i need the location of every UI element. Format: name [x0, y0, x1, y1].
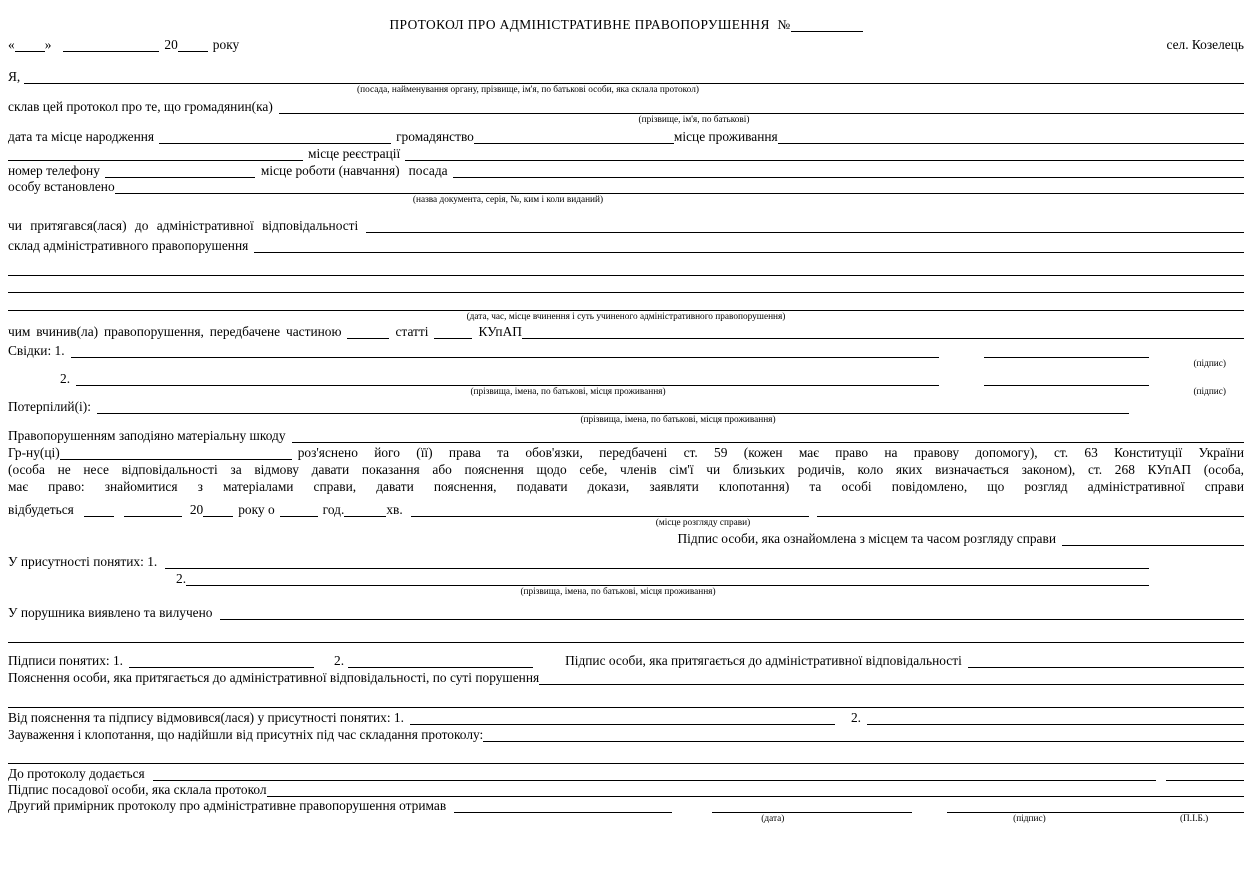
- part-blank: [347, 326, 389, 339]
- committed-row: [8, 323, 1244, 339]
- citizenship-blank: [474, 131, 674, 144]
- caption-signature: (підпис): [1013, 814, 1046, 824]
- attesting-signature1-blank: [129, 655, 314, 668]
- article-blank: [434, 326, 472, 339]
- victims-label: Потерпілий(і):: [8, 399, 91, 414]
- signatures-row: [8, 652, 1244, 668]
- caption-row: [8, 358, 1244, 370]
- identity-blank: [115, 181, 1244, 194]
- phone-blank: [105, 165, 255, 178]
- caption-witnesses: (прізвища, імена, по батькові, місця проживання): [470, 387, 666, 397]
- caption-official: (посада, найменування органу, прізвище, ім'я, по батькові особи, яка склала протокол): [357, 85, 699, 95]
- blank-row: [8, 748, 1244, 764]
- witness1-blank: [71, 345, 939, 358]
- explanation-label: Пояснення особи, яка притягається до адміністративної відповідальності, по суті порушення: [8, 670, 540, 685]
- identity-row: [8, 178, 1244, 194]
- blank-field: [8, 630, 1244, 643]
- remarks-label: Зауваження і клопотання, що надійшли від присутніх під час складання протоколу:: [8, 727, 484, 742]
- copy-signature-blank: [712, 800, 912, 813]
- caption-row: [8, 311, 1244, 323]
- protocol-document: [0, 16, 1252, 825]
- position-label: посада: [408, 163, 448, 178]
- work-label: місце роботи (навчання): [260, 163, 400, 178]
- blank-row: [8, 295, 1244, 311]
- composition-label: склад адміністративного правопорушення: [8, 238, 249, 253]
- protocol-number-blank: [791, 19, 863, 32]
- khv-label: хв.: [386, 502, 403, 517]
- citizen-row: [8, 98, 1244, 114]
- birth-row: [8, 128, 1244, 144]
- blank-field: [8, 751, 1244, 764]
- hearing-minute-blank: [344, 504, 386, 517]
- caption-place-review: (місце розгляду справи): [655, 518, 751, 528]
- witness2-blank: [76, 373, 939, 386]
- document-title: ПРОТОКОЛ ПРО АДМІНІСТРАТИВНЕ ПРАВОПОРУШЕННЯ №: [389, 17, 791, 32]
- attached-blank-2: [1166, 768, 1244, 781]
- attached-blank: [153, 768, 1156, 781]
- code-blank: [522, 326, 1244, 339]
- victims-row: [8, 398, 1244, 414]
- hearing-century-label: 20: [189, 502, 204, 517]
- blank-row: [8, 277, 1244, 293]
- hearing-row: [8, 501, 1244, 517]
- hearing-roku-label: року о: [238, 502, 275, 517]
- refused2-label: 2.: [850, 710, 861, 725]
- blank-field: [8, 298, 1244, 311]
- refused-row: [8, 709, 1244, 725]
- witness2-label: 2.: [60, 371, 71, 386]
- spacer: [8, 358, 1193, 370]
- attached-row: [8, 765, 1244, 781]
- hearing-place-blank: [411, 504, 809, 517]
- roku-label: року: [212, 37, 240, 52]
- year-blank: [178, 39, 208, 52]
- caption-row: [8, 194, 1244, 206]
- phone-work-row: [8, 162, 1244, 178]
- rights-text-2: (особа не несе відповідальності за відмову давати показання або пояснення щодо себе, членів сім'ї чи близьких родичів, коло яких визначається законом), ст. 268 КУпАП (особа,: [8, 462, 1244, 477]
- caption-date: (дата): [761, 814, 785, 824]
- hearing-month-blank: [124, 504, 182, 517]
- registration-label: місце реєстрації: [308, 146, 401, 161]
- copy-received-label: Другий примірник протоколу про адміністративне правопорушення отримав: [8, 798, 447, 813]
- residence-label: місце проживання: [673, 129, 778, 144]
- prior-label: чи притягався(лася) до адміністративної відповідальності: [8, 218, 359, 233]
- caption-attesting: (прізвища, імена, по батькові, місця проживання): [520, 587, 716, 597]
- blank-row: [8, 627, 1244, 643]
- hearing-place-blank-2: [817, 504, 1244, 517]
- witnesses-label: Свідки: 1.: [8, 343, 65, 358]
- caption-offense: (дата, час, місце вчинення і суть учиненого адміністративного правопорушення): [466, 312, 786, 322]
- caption-row: [8, 84, 1244, 96]
- attesting-signatures-label: Підписи понятих: 1.: [8, 653, 124, 668]
- attesting1-blank: [165, 556, 1149, 569]
- blank-field: [8, 695, 1244, 708]
- damage-blank: [292, 430, 1244, 443]
- hearing-hour-blank: [280, 504, 318, 517]
- phone-label: номер телефону: [8, 163, 100, 178]
- caption-signature: (підпис): [1193, 387, 1226, 397]
- birth-blank: [159, 131, 391, 144]
- attesting2-blank: [186, 573, 1149, 586]
- author-row: [8, 68, 1244, 84]
- caption-signature: (підпис): [1193, 359, 1226, 369]
- committed-label: чим вчинив(ла) правопорушення, передбачене частиною: [8, 324, 342, 339]
- seized-row: [8, 604, 1244, 620]
- work-blank: [453, 165, 1244, 178]
- composition-blank: [254, 240, 1244, 253]
- copy-date-blank: [454, 800, 672, 813]
- hearing-year-blank: [203, 504, 233, 517]
- remarks-row: [8, 726, 1244, 742]
- code-label: КУпАП: [478, 324, 522, 339]
- composition-row: [8, 237, 1244, 253]
- refused-witness2-blank: [867, 712, 1244, 725]
- article-label: статті: [395, 324, 429, 339]
- caption-row: [8, 586, 1244, 598]
- attached-label: До протоколу додається: [8, 766, 145, 781]
- caption-row: [8, 114, 1244, 126]
- birth-label: дата та місце народження: [8, 129, 155, 144]
- citizen-name-blank-2: [60, 447, 292, 460]
- attesting-signature2-blank: [348, 655, 533, 668]
- caption-victims: (прізвища, імена, по батькові, місця проживання): [580, 415, 776, 425]
- witness1-signature-blank: [984, 345, 1149, 358]
- residence-blank-2: [8, 148, 303, 161]
- blank-field: [8, 280, 1244, 293]
- attesting-label: У присутності понятих: 1.: [8, 554, 158, 569]
- title-row: [8, 16, 1244, 32]
- copy-received-row: [8, 797, 1244, 813]
- official-signature-blank: [267, 784, 1244, 797]
- quote-open: «: [8, 37, 15, 52]
- offender-signature-blank: [968, 655, 1244, 668]
- damage-label: Правопорушенням заподіяно матеріальну шкоду: [8, 428, 286, 443]
- citizen-name-blank: [279, 101, 1244, 114]
- blank-row: [8, 260, 1244, 276]
- offender-signature-label: Підпис особи, яка притягається до адміністративної відповідальності: [565, 653, 962, 668]
- attesting2-label: 2.: [176, 571, 187, 586]
- caption-full-name: (прізвище, ім'я, по батькові): [638, 115, 750, 125]
- spacer: [748, 386, 1193, 398]
- hearing-label: відбудеться: [8, 502, 74, 517]
- caption-row: [8, 414, 1244, 426]
- victims-blank: [97, 401, 1129, 414]
- identity-label: особу встановлено: [8, 179, 115, 194]
- century-label: 20: [164, 37, 178, 52]
- witness2-row: [8, 370, 1244, 386]
- damage-row: [8, 427, 1244, 443]
- residence-blank: [778, 131, 1244, 144]
- citizenship-label: громадянство: [396, 129, 474, 144]
- rights-row-2: [8, 461, 1244, 477]
- day-blank: [15, 39, 45, 52]
- explanation-row: [8, 669, 1244, 685]
- familiarized-row: [8, 530, 1244, 546]
- registration-row: [8, 145, 1244, 161]
- caption-row: [8, 386, 1244, 398]
- quote-close: »: [44, 37, 52, 52]
- familiarized-signature-blank: [1062, 533, 1244, 546]
- citizen-label: склав цей протокол про те, що громадянин(ка): [8, 99, 273, 114]
- caption-row: [8, 517, 1244, 529]
- refused-label: Від пояснення та підпису відмовився(лася) у присутності понятих: 1.: [8, 710, 404, 725]
- rights-text-3: має право: знайомитися з матеріалами справи, давати пояснення, подавати докази, заявляти клопотання) та особі повідомлено, що розгляд адміністративної справи: [8, 479, 1244, 494]
- citizen-prefix-label: Гр-ну(ці): [8, 445, 60, 460]
- seized-blank: [220, 607, 1244, 620]
- official-signature-row: [8, 781, 1244, 797]
- familiarized-label: Підпис особи, яка ознайомлена з місцем та часом розгляду справи: [677, 531, 1056, 546]
- blank-field: [8, 263, 1244, 276]
- witness2-signature-blank: [984, 373, 1149, 386]
- caption-document: (назва документа, серія, №, ким і коли виданий): [412, 195, 604, 205]
- hod-label: год.: [322, 502, 345, 517]
- official-signature-label: Підпис посадової особи, яка склала протокол: [8, 782, 267, 797]
- attesting1-row: [8, 553, 1244, 569]
- hearing-day-blank: [84, 504, 114, 517]
- location: сел. Козелець: [1166, 37, 1244, 52]
- refused-witness1-blank: [410, 712, 835, 725]
- witness1-row: [8, 342, 1244, 358]
- rights-text-1: роз'яснено його (її) права та обов'язки, передбачені ст. 59 (кожен має право на правову допомогу), ст. 63 Конституції України: [297, 445, 1244, 460]
- month-blank: [63, 39, 159, 52]
- seized-label: У порушника виявлено та вилучено: [8, 605, 213, 620]
- signatures2-label: 2.: [334, 653, 345, 668]
- date-place-row: [8, 36, 1244, 52]
- rights-row-1: [8, 444, 1244, 460]
- caption-row: [8, 813, 1244, 825]
- registration-blank: [405, 148, 1244, 161]
- explanation-blank: [539, 672, 1244, 685]
- prior-blank: [366, 220, 1244, 233]
- author-label: Я,: [8, 69, 21, 84]
- blank-row: [8, 692, 1244, 708]
- attesting2-row: [8, 570, 1244, 586]
- caption-pib: (П.І.Б.): [1179, 814, 1209, 824]
- copy-pib-blank: [947, 800, 1244, 813]
- remarks-blank: [483, 729, 1244, 742]
- author-blank: [24, 71, 1244, 84]
- rights-row-3: [8, 478, 1244, 494]
- prior-row: [8, 217, 1244, 233]
